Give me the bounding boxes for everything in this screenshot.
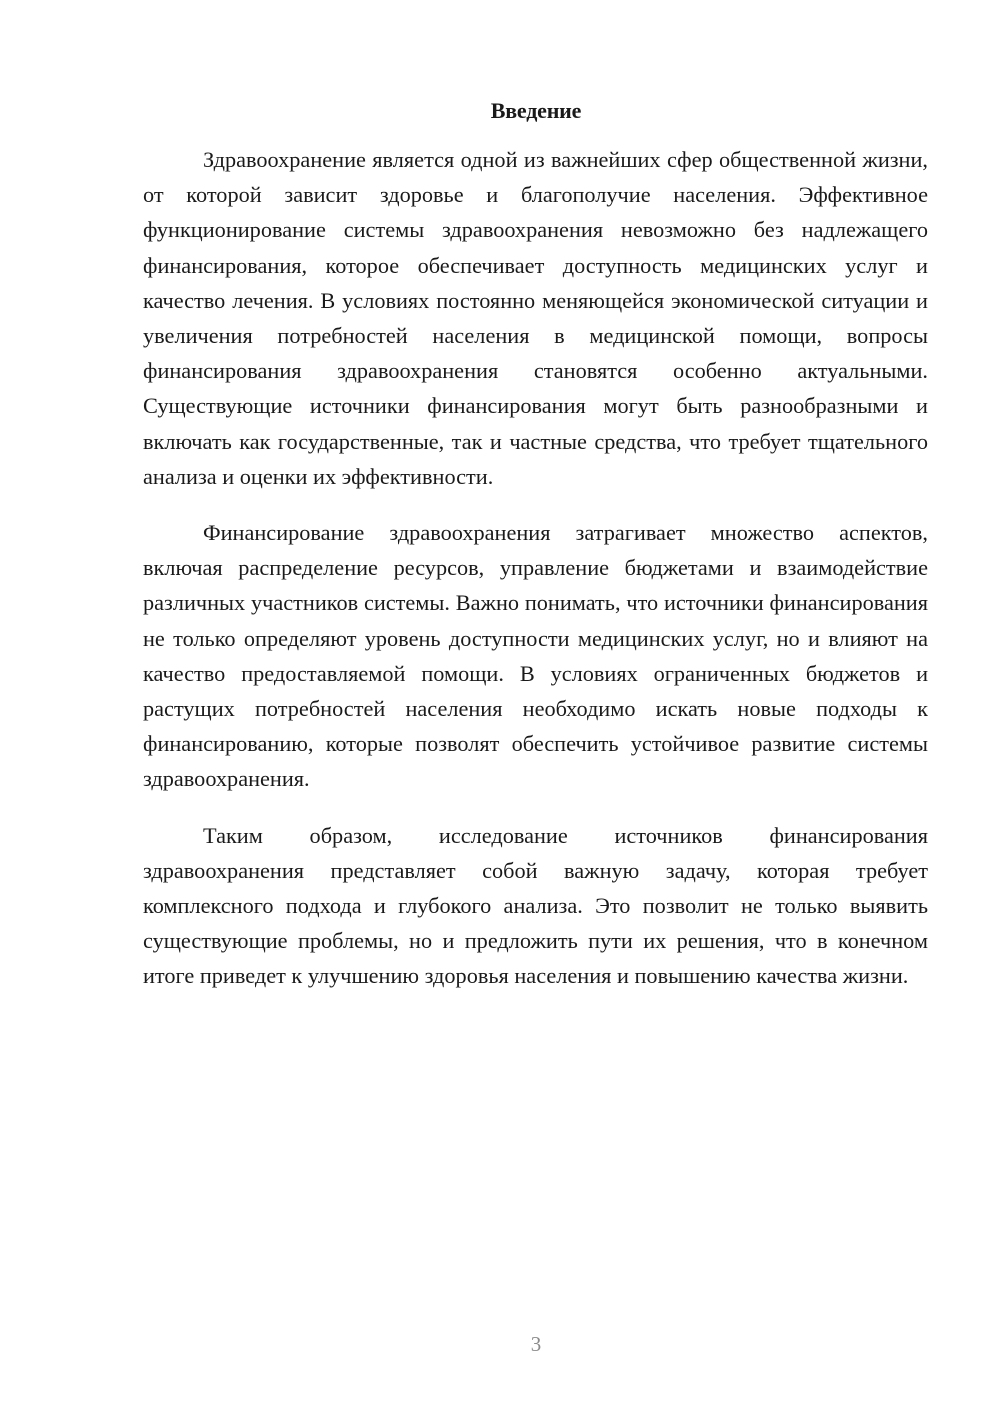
document-body (143, 142, 928, 1015)
paragraph-3: Таким образом, исследование источников финансирования здравоохранения представляет собой важную задачу, которая требует комплексного подхода и глубокого анализа. Это позволит не только выявить существующие проблемы, но и предложить пути их решения, что в конечном итоге приведет к улучшению здоровья населения и повышению качества жизни. (143, 822, 928, 989)
paragraph-1: Здравоохранение является одной из важнейших сфер общественной жизни, от которой зависит здоровье и благополучие населения. Эффективное функционирование системы здравоохранения невозможно без надлежащего финансирования, которое обеспечивает доступность медицинских услуг и качество лечения. В условиях постоянно меняющейся экономической ситуации и увеличения потребностей населения в медицинской помощи, вопросы финансирования здравоохранения становятся особенно актуальными. Существующие источники финансирования могут быть разнообразными и включать как государственные, так и частные средства, что требует тщательного анализа и оценки их эффективности. (143, 147, 928, 489)
paragraph-2: Финансирование здравоохранения затрагивает множество аспектов, включая распределение ресурсов, управление бюджетами и взаимодействие различных участников системы. Важно понимать, что источники финансирования не только определяют уровень доступности медицинских услуг, но и влияют на качество предоставляемой помощи. В условиях ограниченных бюджетов и растущих потребностей населения необходимо искать новые подходы к финансированию, которые позволят обеспечить устойчивое развитие системы здравоохранения. (143, 520, 928, 792)
section-heading: Введение (490, 98, 582, 123)
page-number: 3 (530, 1332, 542, 1356)
